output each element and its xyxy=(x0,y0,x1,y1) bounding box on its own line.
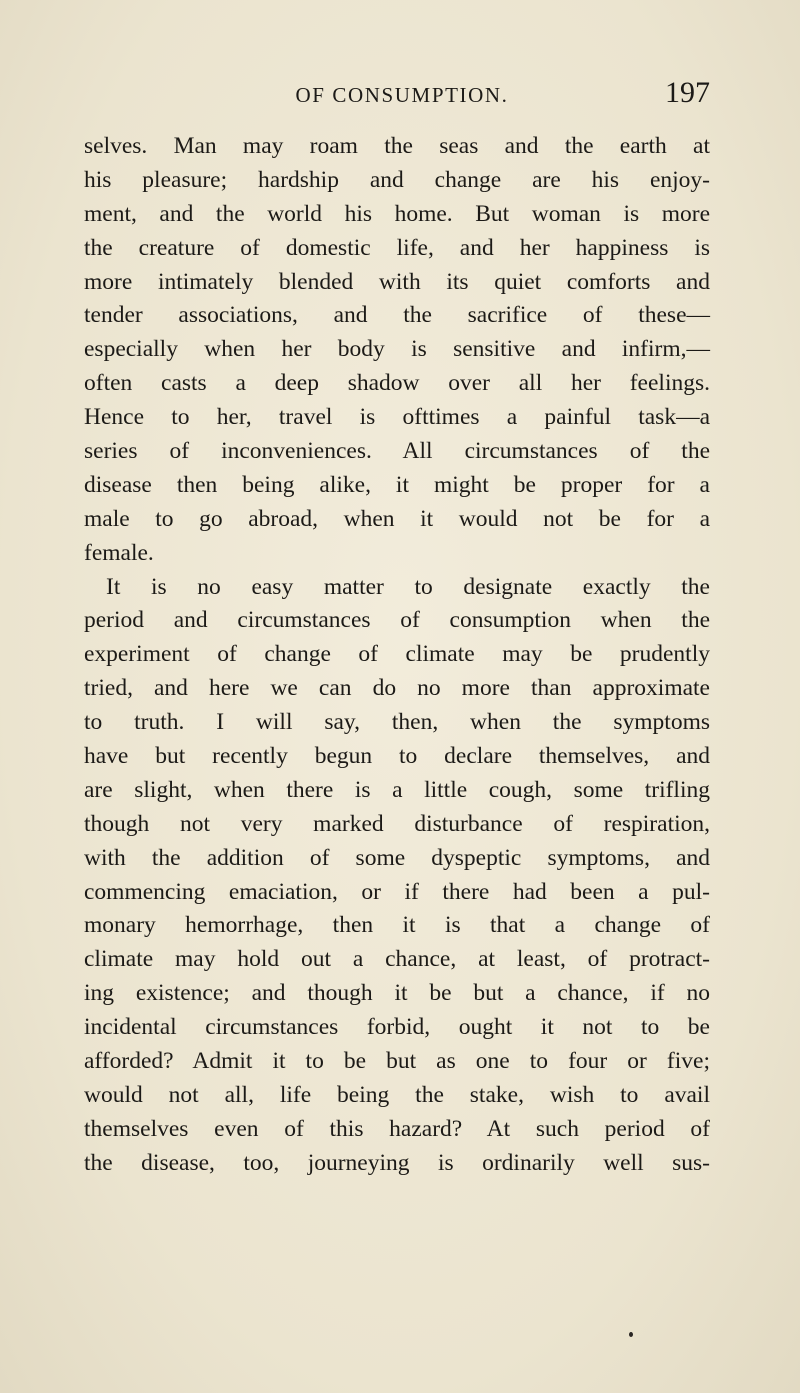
text-line: tried, and here we can do no more than approximate xyxy=(84,675,710,702)
text-line: more intimately blended with its quiet comforts and xyxy=(84,268,710,295)
text-line: experiment of change of climate may be prudently xyxy=(84,641,710,668)
text-line: incidental circumstances forbid, ought it not to be xyxy=(84,1014,710,1041)
text-line: disease then being alike, it might be proper for a xyxy=(84,471,710,498)
text-line: with the addition of some dyspeptic symptoms, and xyxy=(84,844,710,871)
paragraph-first-line: It is no easy matter to designate exactly the xyxy=(106,573,710,600)
text-line: commencing emaciation, or if there had been a pul- xyxy=(84,878,710,905)
text-line: his pleasure; hardship and change are his enjoy- xyxy=(84,166,710,193)
text-line: ment, and the world his home. But woman is more xyxy=(84,200,710,227)
text-line: the disease, too, journeying is ordinarily well sus- xyxy=(84,1149,710,1176)
text-line: though not very marked disturbance of respiration, xyxy=(84,810,710,837)
text-line: afforded? Admit it to be but as one to four or five; xyxy=(84,1048,710,1075)
body-text xyxy=(84,130,710,1181)
text-line: are slight, when there is a little cough, some trifling xyxy=(84,776,710,803)
text-line: to truth. I will say, then, when the symptoms xyxy=(84,709,710,736)
page-number: 197 xyxy=(665,76,710,109)
text-line: selves. Man may roam the seas and the earth at xyxy=(84,133,710,159)
text-line: would not all, life being the stake, wish to avail xyxy=(84,1081,710,1108)
text-line: often casts a deep shadow over all her feelings. xyxy=(84,370,710,397)
running-title: OF CONSUMPTION. xyxy=(295,83,509,107)
text-line: Hence to her, travel is ofttimes a painful task—a xyxy=(84,404,710,431)
text-line: themselves even of this hazard? At such period of xyxy=(84,1115,710,1142)
text-line: the creature of domestic life, and her happiness is xyxy=(84,234,710,261)
text-line: male to go abroad, when it would not be for a xyxy=(84,505,710,532)
text-line: climate may hold out a chance, at least, of protract- xyxy=(84,946,710,973)
text-line: especially when her body is sensitive and infirm,— xyxy=(84,336,710,363)
text-line: ing existence; and though it be but a chance, if no xyxy=(84,980,710,1007)
running-head xyxy=(84,78,710,112)
text-line: period and circumstances of consumption when the xyxy=(84,607,710,634)
text-line: tender associations, and the sacrifice of these— xyxy=(84,302,710,329)
text-line: monary hemorrhage, then it is that a change of xyxy=(84,912,710,939)
text-line: female. xyxy=(84,539,154,566)
text-line: series of inconveniences. All circumstances of the xyxy=(84,438,710,465)
text-line: have but recently begun to declare themselves, and xyxy=(84,743,710,770)
ink-speck xyxy=(629,1332,633,1337)
